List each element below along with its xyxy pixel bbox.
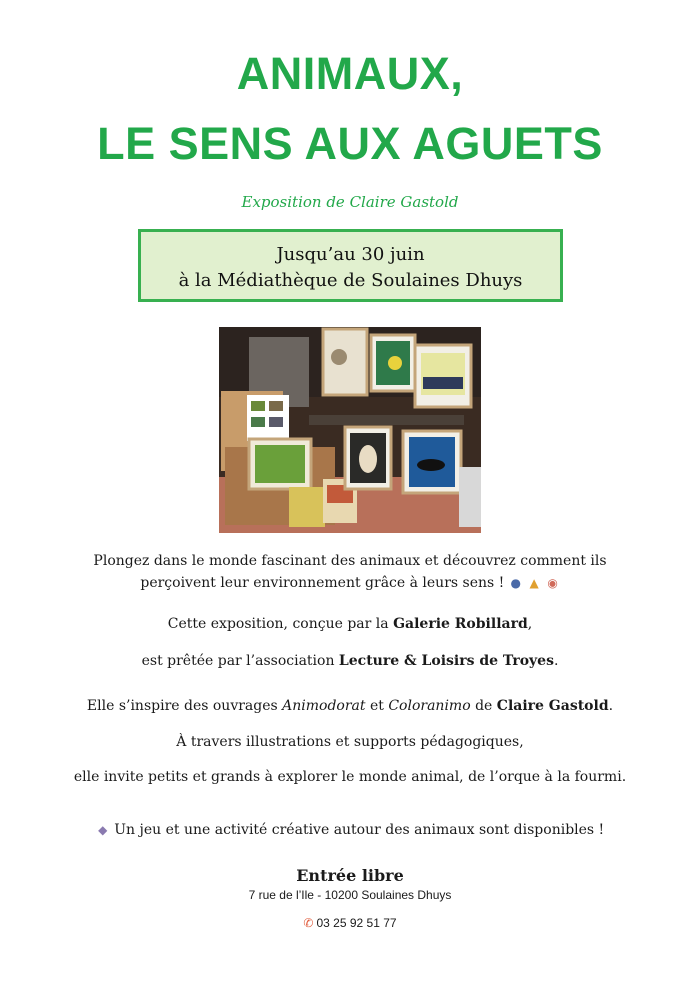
phone-line [0,916,700,930]
title-line-2: LE SENS AUX AGUETS [97,118,603,169]
intro-line-2 [0,575,700,591]
text: est prêtée par l’association [141,653,339,669]
association-name: Lecture & Loisirs de Troyes [338,653,554,669]
text: Cette exposition, conçue par la [167,616,394,632]
book-title: Coloranimo [388,698,471,714]
dice-icon: ◆ [98,823,108,837]
text: , [527,616,533,632]
invite-line: elle invite petits et grands à explorer le monde animal, de l’orque à la fourmi. [73,769,627,785]
text: de [470,698,497,714]
book-title: Animodorat [282,698,366,714]
text: Elle s’inspire des ouvrages [86,698,283,714]
date-line: Jusqu’au 30 juin [276,244,425,265]
address: 7 rue de l’Ile - 10200 Soulaines Dhuys [248,888,452,902]
exhibit-credit-line [0,616,700,632]
subtitle: Exposition de Claire Gastold [241,193,459,211]
galerie-name: Galerie Robillard [393,616,528,632]
activity-text: Un jeu et une activité créative autour des animaux sont disponibles ! [114,822,605,838]
entry-free: Entrée libre [296,866,404,885]
text: . [608,698,614,714]
location-line: à la Médiathèque de Soulaines Dhuys [178,270,523,291]
intro-line-2-text: perçoivent leur environnement grâce à leurs sens ! [140,575,505,591]
text: . [553,653,559,669]
lender-line [0,653,700,669]
paw-prints-icon: ● [510,576,521,590]
date-location-box [138,229,563,302]
phone-number: 03 25 92 51 77 [316,916,397,930]
nose-icon: ▲ [529,576,539,590]
phone-icon: ✆ [303,916,314,930]
exhibition-photo [219,327,481,533]
activity-line [0,822,700,838]
illustrations-line: À travers illustrations et supports pédagogiques, [176,734,524,750]
intro-line-1: Plongez dans le monde fascinant des animaux et découvrez comment ils [93,553,607,569]
inspiration-line [0,698,700,714]
text: et [365,698,389,714]
palette-icon: ◉ [547,576,558,590]
title-line-1: ANIMAUX, [236,48,464,99]
author-name: Claire Gastold [496,698,609,714]
